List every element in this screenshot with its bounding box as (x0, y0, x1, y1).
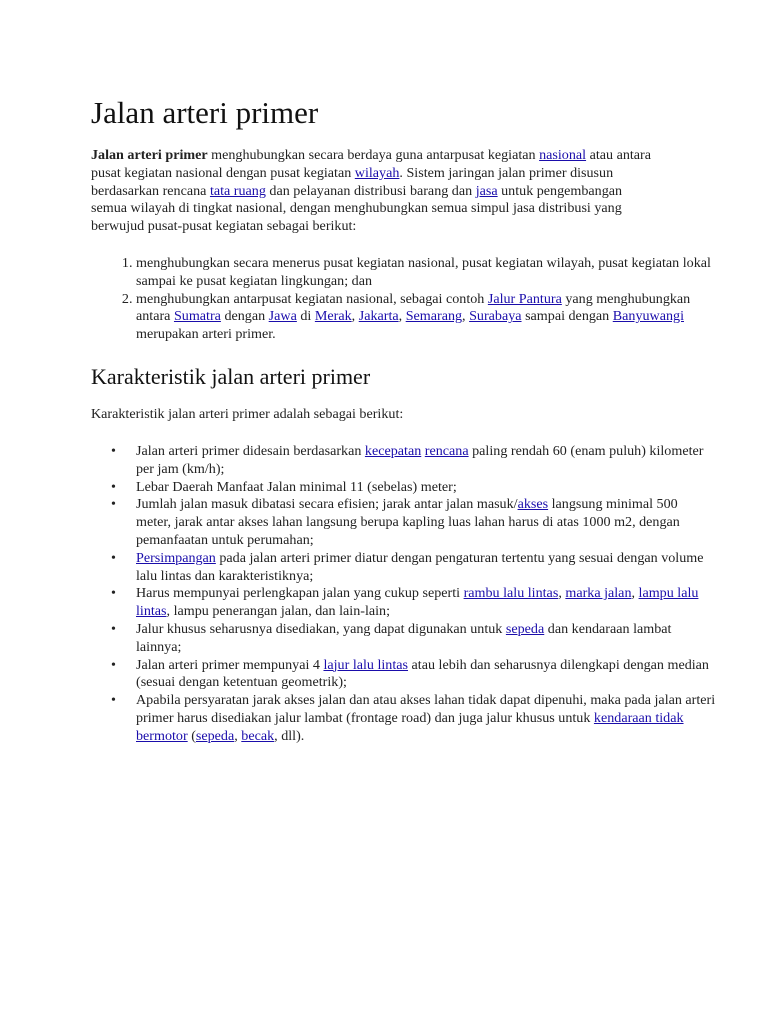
intro-bold-term: Jalan arteri primer (91, 147, 208, 163)
link-persimpangan[interactable]: Persimpangan (136, 549, 216, 566)
text: dengan (220, 308, 269, 325)
text: Jalan arteri primer mempunyai 4 (136, 656, 324, 673)
list-item (136, 291, 716, 344)
bullet-list (91, 443, 716, 746)
list-item (136, 585, 716, 621)
text: , (398, 308, 406, 325)
list-item (136, 496, 716, 549)
link-akses[interactable]: akses (517, 496, 549, 513)
link-rencana[interactable]: rencana (424, 443, 469, 459)
link-banyuwangi[interactable]: Banyuwangi (612, 308, 684, 325)
text: langsung minimal 500 meter, jarak antar akses lahan langsung berupa kapling luas lahan harus di atas 1000 m2, dengan pemanfaatan untuk perumahan; (136, 496, 680, 548)
text: , (351, 308, 359, 325)
section-heading: Karakteristik jalan arteri primer (91, 364, 371, 389)
section-intro: Karakteristik jalan arteri primer adalah sebagai berikut: (91, 406, 404, 422)
link-lajur-lalu-lintas[interactable]: lajur lalu lintas (323, 656, 409, 673)
text: , (631, 585, 639, 602)
link-marka-jalan[interactable]: marka jalan (565, 585, 632, 602)
link-nasional[interactable]: nasional (539, 147, 587, 163)
text: ( (187, 727, 196, 744)
text: , (234, 727, 242, 744)
text: menghubungkan secara berdaya guna antarpusat kegiatan (207, 147, 540, 163)
list-item (136, 692, 716, 745)
text: , dll). (274, 727, 305, 744)
text: Jalan arteri primer didesain berdasarkan (136, 443, 365, 459)
text: pada jalan arteri primer diatur dengan pengaturan tertentu yang sesuai dengan volume lalu lintas dan karakteristiknya; (136, 549, 704, 584)
link-merak[interactable]: Merak (314, 308, 352, 325)
list-item: • Lebar Daerah Manfaat Jalan minimal 11 (sebelas) meter; (136, 479, 716, 497)
link-jalur-pantura[interactable]: Jalur Pantura (487, 290, 562, 307)
text: Apabila persyaratan jarak akses jalan dan atau akses lahan tidak dapat dipenuhi, maka pada jalan arteri primer harus disediakan jalur lambat (frontage road) dan juga jalur khusus untuk (136, 692, 716, 726)
text: atau lebih dan seharusnya dilengkapi dengan median (sesuai dengan ketentuan geometrik); (136, 656, 709, 691)
text: , (462, 308, 470, 325)
text: menghubungkan antarpusat kegiatan nasional, sebagai contoh (136, 290, 488, 307)
text: Jalur khusus seharusnya disediakan, yang dapat digunakan untuk (136, 620, 506, 637)
link-sepeda[interactable]: sepeda (195, 727, 235, 744)
link-kendaraan-tidak-bermotor[interactable]: kendaraan tidak bermotor (136, 709, 684, 744)
link-jawa[interactable]: Jawa (268, 308, 297, 325)
text: dan pelayanan distribusi barang dan (265, 182, 476, 199)
text: untuk pengembangan semua wilayah di tingkat nasional, dengan menghubungkan semua simpul jasa distribusi yang berwujud pusat-pusat kegiatan sebagai berikut: (91, 182, 623, 235)
text: di (296, 308, 315, 325)
link-kecepatan[interactable]: kecepatan (364, 443, 422, 459)
intro-paragraph (91, 147, 661, 236)
list-item (136, 621, 716, 657)
text: Harus mempunyai perlengkapan jalan yang cukup seperti (136, 585, 464, 602)
text: sampai dengan (521, 308, 613, 325)
page-title: Jalan arteri primer (91, 95, 319, 130)
text: merupakan arteri primer. (136, 326, 276, 343)
link-wilayah[interactable]: wilayah (354, 164, 400, 181)
text: , (558, 585, 566, 602)
link-jasa[interactable]: jasa (475, 182, 498, 199)
link-sepeda[interactable]: sepeda (505, 620, 545, 637)
list-item (136, 443, 716, 479)
text: paling rendah 60 (enam puluh) kilometer per jam (km/h); (136, 443, 704, 477)
link-sumatra[interactable]: Sumatra (173, 308, 221, 325)
text: . Sistem jaringan jalan primer disusun berdasarkan rencana (91, 164, 614, 199)
link-jakarta[interactable]: Jakarta (358, 308, 399, 325)
list-item (136, 657, 716, 693)
text: dan kendaraan lambat lainnya; (136, 620, 672, 655)
link-semarang[interactable]: Semarang (405, 308, 463, 325)
text: , lampu penerangan jalan, dan lain-lain; (166, 603, 391, 620)
numbered-list (91, 255, 716, 344)
link-becak[interactable]: becak (241, 727, 275, 744)
link-tata-ruang[interactable]: tata ruang (209, 182, 266, 199)
text: atau antara pusat kegiatan nasional dengan pusat kegiatan (91, 147, 652, 181)
link-rambu-lalu-lintas[interactable]: rambu lalu lintas (463, 585, 559, 602)
link-surabaya[interactable]: Surabaya (469, 308, 522, 325)
link-lampu-lalu-lintas[interactable]: lampu lalu lintas (136, 585, 699, 620)
list-item: 1. menghubungkan secara menerus pusat kegiatan nasional, pusat kegiatan wilayah, pusat kegiatan lokal sampai ke pusat kegiatan lingkungan; dan (136, 255, 716, 291)
list-item (136, 550, 716, 586)
text: yang menghubungkan antara (136, 290, 691, 325)
text: Jumlah jalan masuk dibatasi secara efisien; jarak antar jalan masuk/ (136, 496, 518, 513)
